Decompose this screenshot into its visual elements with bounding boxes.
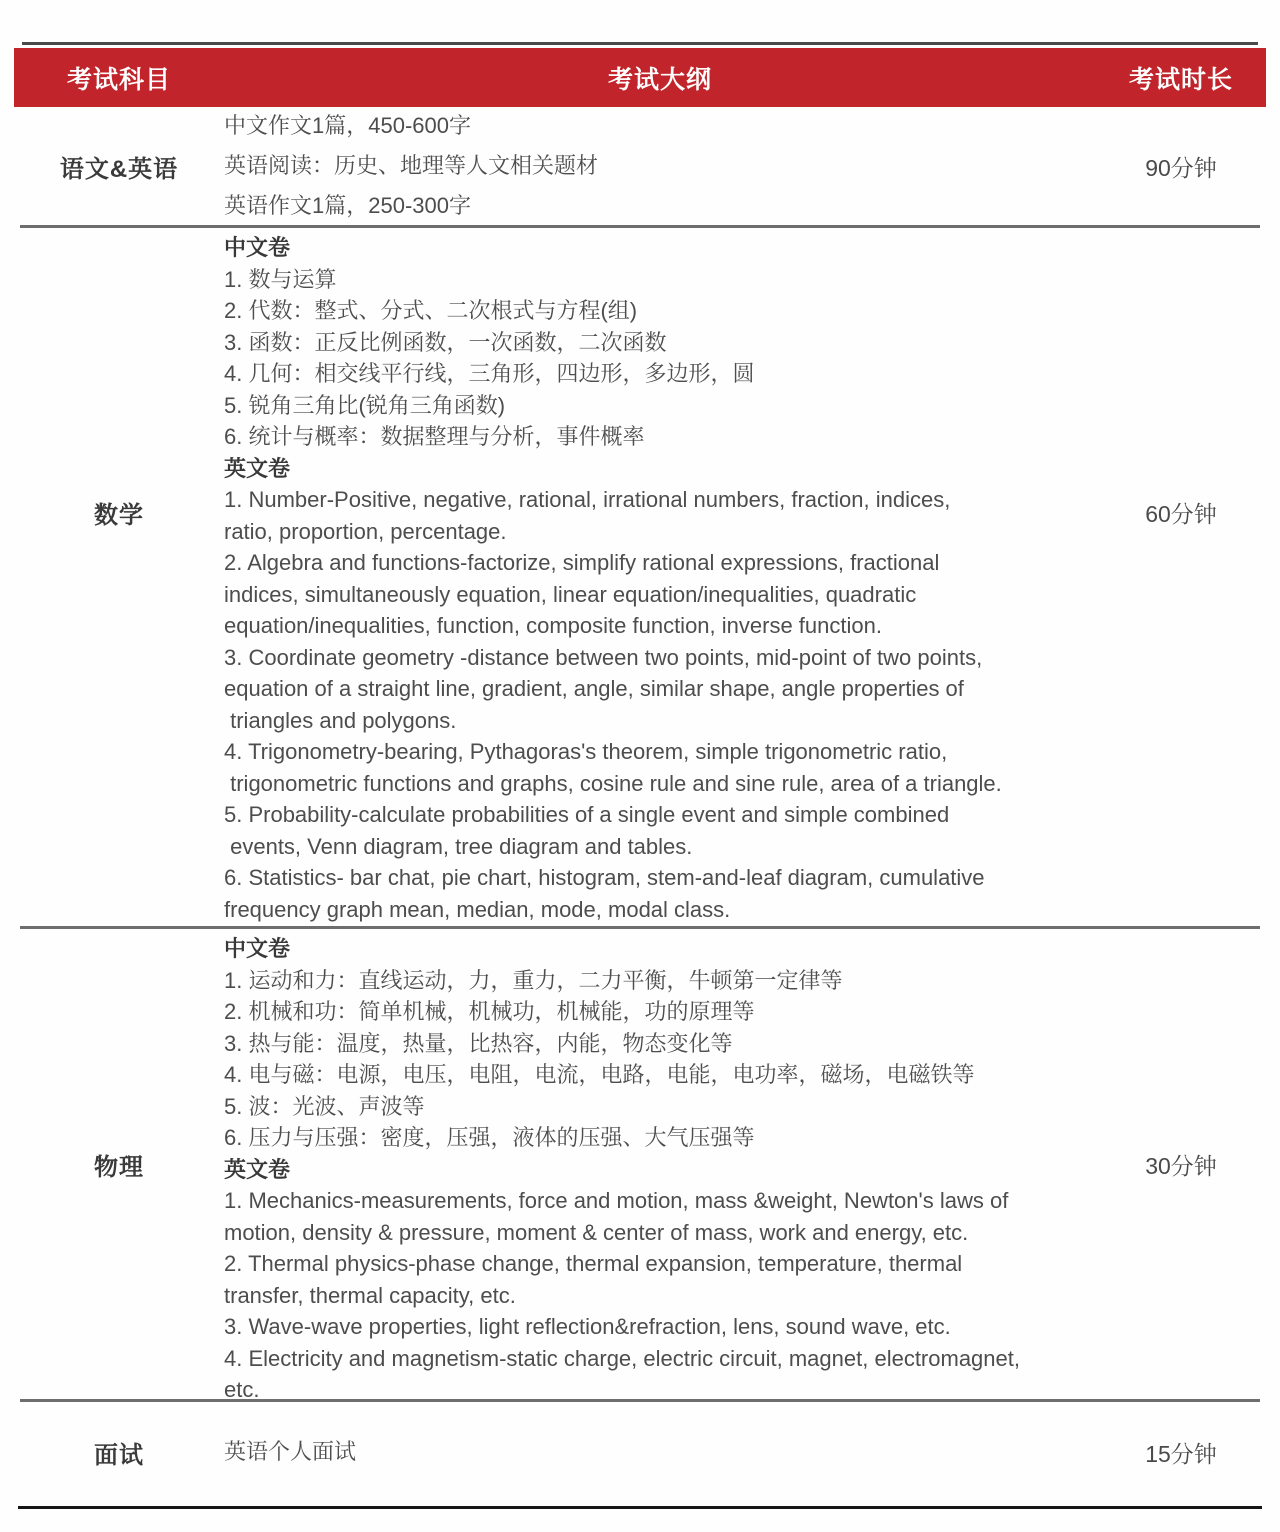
outline-lines-chinese bbox=[224, 264, 1096, 453]
outline-line: 5. Probability-calculate probabilities of a single event and simple combined bbox=[224, 802, 950, 827]
outline-line: 英语个人面试 bbox=[224, 1439, 357, 1464]
outline-lines bbox=[224, 106, 1096, 226]
duration-cell bbox=[1096, 228, 1266, 926]
subject-cell bbox=[14, 107, 224, 225]
outline-line: 英语阅读：历史、地理等人文相关题材 bbox=[224, 153, 599, 178]
outline-line: triangles and polygons. bbox=[224, 707, 457, 733]
outline-line: 6. 统计与概率：数据整理与分析，事件概率 bbox=[224, 424, 645, 449]
outline-line: 6. 压力与压强：密度，压强，液体的压强、大气压强等 bbox=[224, 1125, 755, 1150]
outline-line: 4. Electricity and magnetism-static charge, electric circuit, magnet, electromagnet, bbox=[224, 1345, 1020, 1371]
outline-line: equation of a straight line, gradient, angle, similar shape, angle properties of bbox=[224, 676, 964, 701]
outline-line: 5. 波：光波、声波等 bbox=[224, 1093, 425, 1119]
outline-line: motion, density & pressure, moment & center of mass, work and energy, etc. bbox=[224, 1219, 969, 1245]
outline-line: etc. bbox=[224, 1377, 260, 1402]
outline-line: frequency graph mean, median, mode, modal class. bbox=[224, 896, 731, 922]
table-row-math bbox=[14, 228, 1266, 926]
outline-line: 3. 函数：正反比例函数，一次函数，二次函数 bbox=[224, 329, 667, 355]
outline-line: 3. Coordinate geometry -distance between two points, mid-point of two points, bbox=[224, 644, 983, 670]
duration-cell bbox=[1096, 929, 1266, 1399]
table-top-border bbox=[22, 42, 1258, 45]
outline-line: 3. Wave-wave properties, light reflection&refraction, lens, sound wave, etc. bbox=[224, 1314, 951, 1339]
outline-cell bbox=[224, 929, 1096, 1402]
outline-cell bbox=[224, 228, 1096, 926]
header-subject-column: 考试科目 bbox=[66, 65, 171, 94]
outline-line: 5. 锐角三角比(锐角三角函数) bbox=[224, 392, 506, 418]
table-row-interview bbox=[14, 1402, 1266, 1502]
outline-line: 3. 热与能：温度，热量，比热容，内能，物态变化等 bbox=[224, 1030, 733, 1056]
outline-line: 2. 机械和功：简单机械，机械功，机械能，功的原理等 bbox=[224, 999, 755, 1024]
outline-lines bbox=[224, 1432, 1096, 1472]
header-outline-column: 考试大纲 bbox=[607, 65, 712, 94]
outline-line: trigonometric functions and graphs, cosine rule and sine rule, area of a triangle. bbox=[224, 770, 1002, 796]
duration-label: 15分钟 bbox=[1145, 1440, 1217, 1467]
outline-cell bbox=[224, 107, 1096, 225]
duration-label: 90分钟 bbox=[1145, 154, 1217, 181]
outline-line: 中文作文1篇，450-600字 bbox=[224, 113, 471, 138]
outline-line: events, Venn diagram, tree diagram and tables. bbox=[224, 833, 693, 859]
outline-cell bbox=[224, 1402, 1096, 1502]
subject-cell bbox=[14, 228, 224, 926]
outline-line: 1. Mechanics-measurements, force and motion, mass &weight, Newton's laws of bbox=[224, 1188, 1009, 1213]
outline-line: 6. Statistics- bar chat, pie chart, histogram, stem-and-leaf diagram, cumulative bbox=[224, 865, 985, 890]
outline-line: 2. Algebra and functions-factorize, simplify rational expressions, fractional bbox=[224, 550, 940, 575]
outline-lines-english bbox=[224, 484, 1096, 925]
outline-line: 1. 运动和力：直线运动，力，重力，二力平衡，牛顿第一定律等 bbox=[224, 967, 843, 993]
section-heading-chinese-paper: 中文卷 bbox=[224, 235, 291, 260]
outline-line: 英语作文1篇，250-300字 bbox=[224, 193, 471, 218]
outline-line: 1. 数与运算 bbox=[224, 266, 337, 292]
outline-line: 2. 代数：整式、分式、二次根式与方程(组) bbox=[224, 298, 638, 323]
outline-lines-english bbox=[224, 1185, 1096, 1406]
table-header-row bbox=[14, 48, 1266, 107]
outline-lines-chinese bbox=[224, 965, 1096, 1154]
outline-line: indices, simultaneously equation, linear equation/inequalities, quadratic bbox=[224, 581, 917, 607]
outline-line: 1. Number-Positive, negative, rational, irrational numbers, fraction, indices, bbox=[224, 487, 951, 512]
outline-line: 4. Trigonometry-bearing, Pythagoras's theorem, simple trigonometric ratio, bbox=[224, 739, 948, 764]
duration-label: 30分钟 bbox=[1145, 1152, 1217, 1179]
duration-cell bbox=[1096, 1402, 1266, 1502]
subject-cell bbox=[14, 1402, 224, 1502]
subject-cell bbox=[14, 929, 224, 1399]
section-heading-english-paper: 英文卷 bbox=[224, 1156, 291, 1182]
outline-line: transfer, thermal capacity, etc. bbox=[224, 1282, 516, 1308]
header-duration-column: 考试时长 bbox=[1128, 65, 1233, 94]
outline-line: 4. 几何：相交线平行线，三角形，四边形，多边形，圆 bbox=[224, 361, 755, 386]
outline-line: 2. Thermal physics-phase change, thermal expansion, temperature, thermal bbox=[224, 1251, 963, 1276]
outline-line: 4. 电与磁：电源，电压，电阻，电流，电路，电能，电功率，磁场，电磁铁等 bbox=[224, 1062, 975, 1087]
subject-label: 语文&英语 bbox=[59, 155, 179, 183]
table-bottom-border bbox=[18, 1506, 1262, 1509]
duration-cell bbox=[1096, 107, 1266, 225]
outline-line: equation/inequalities, function, composite function, inverse function. bbox=[224, 613, 882, 638]
outline-line: ratio, proportion, percentage. bbox=[224, 518, 507, 544]
table-row-chinese-english bbox=[14, 107, 1266, 225]
section-heading-chinese-paper: 中文卷 bbox=[224, 936, 291, 961]
subject-label: 物理 bbox=[94, 1153, 144, 1181]
subject-label: 面试 bbox=[94, 1441, 144, 1469]
section-heading-english-paper: 英文卷 bbox=[224, 455, 291, 481]
subject-label: 数学 bbox=[94, 501, 144, 529]
table-row-physics bbox=[14, 929, 1266, 1402]
duration-label: 60分钟 bbox=[1145, 500, 1217, 527]
